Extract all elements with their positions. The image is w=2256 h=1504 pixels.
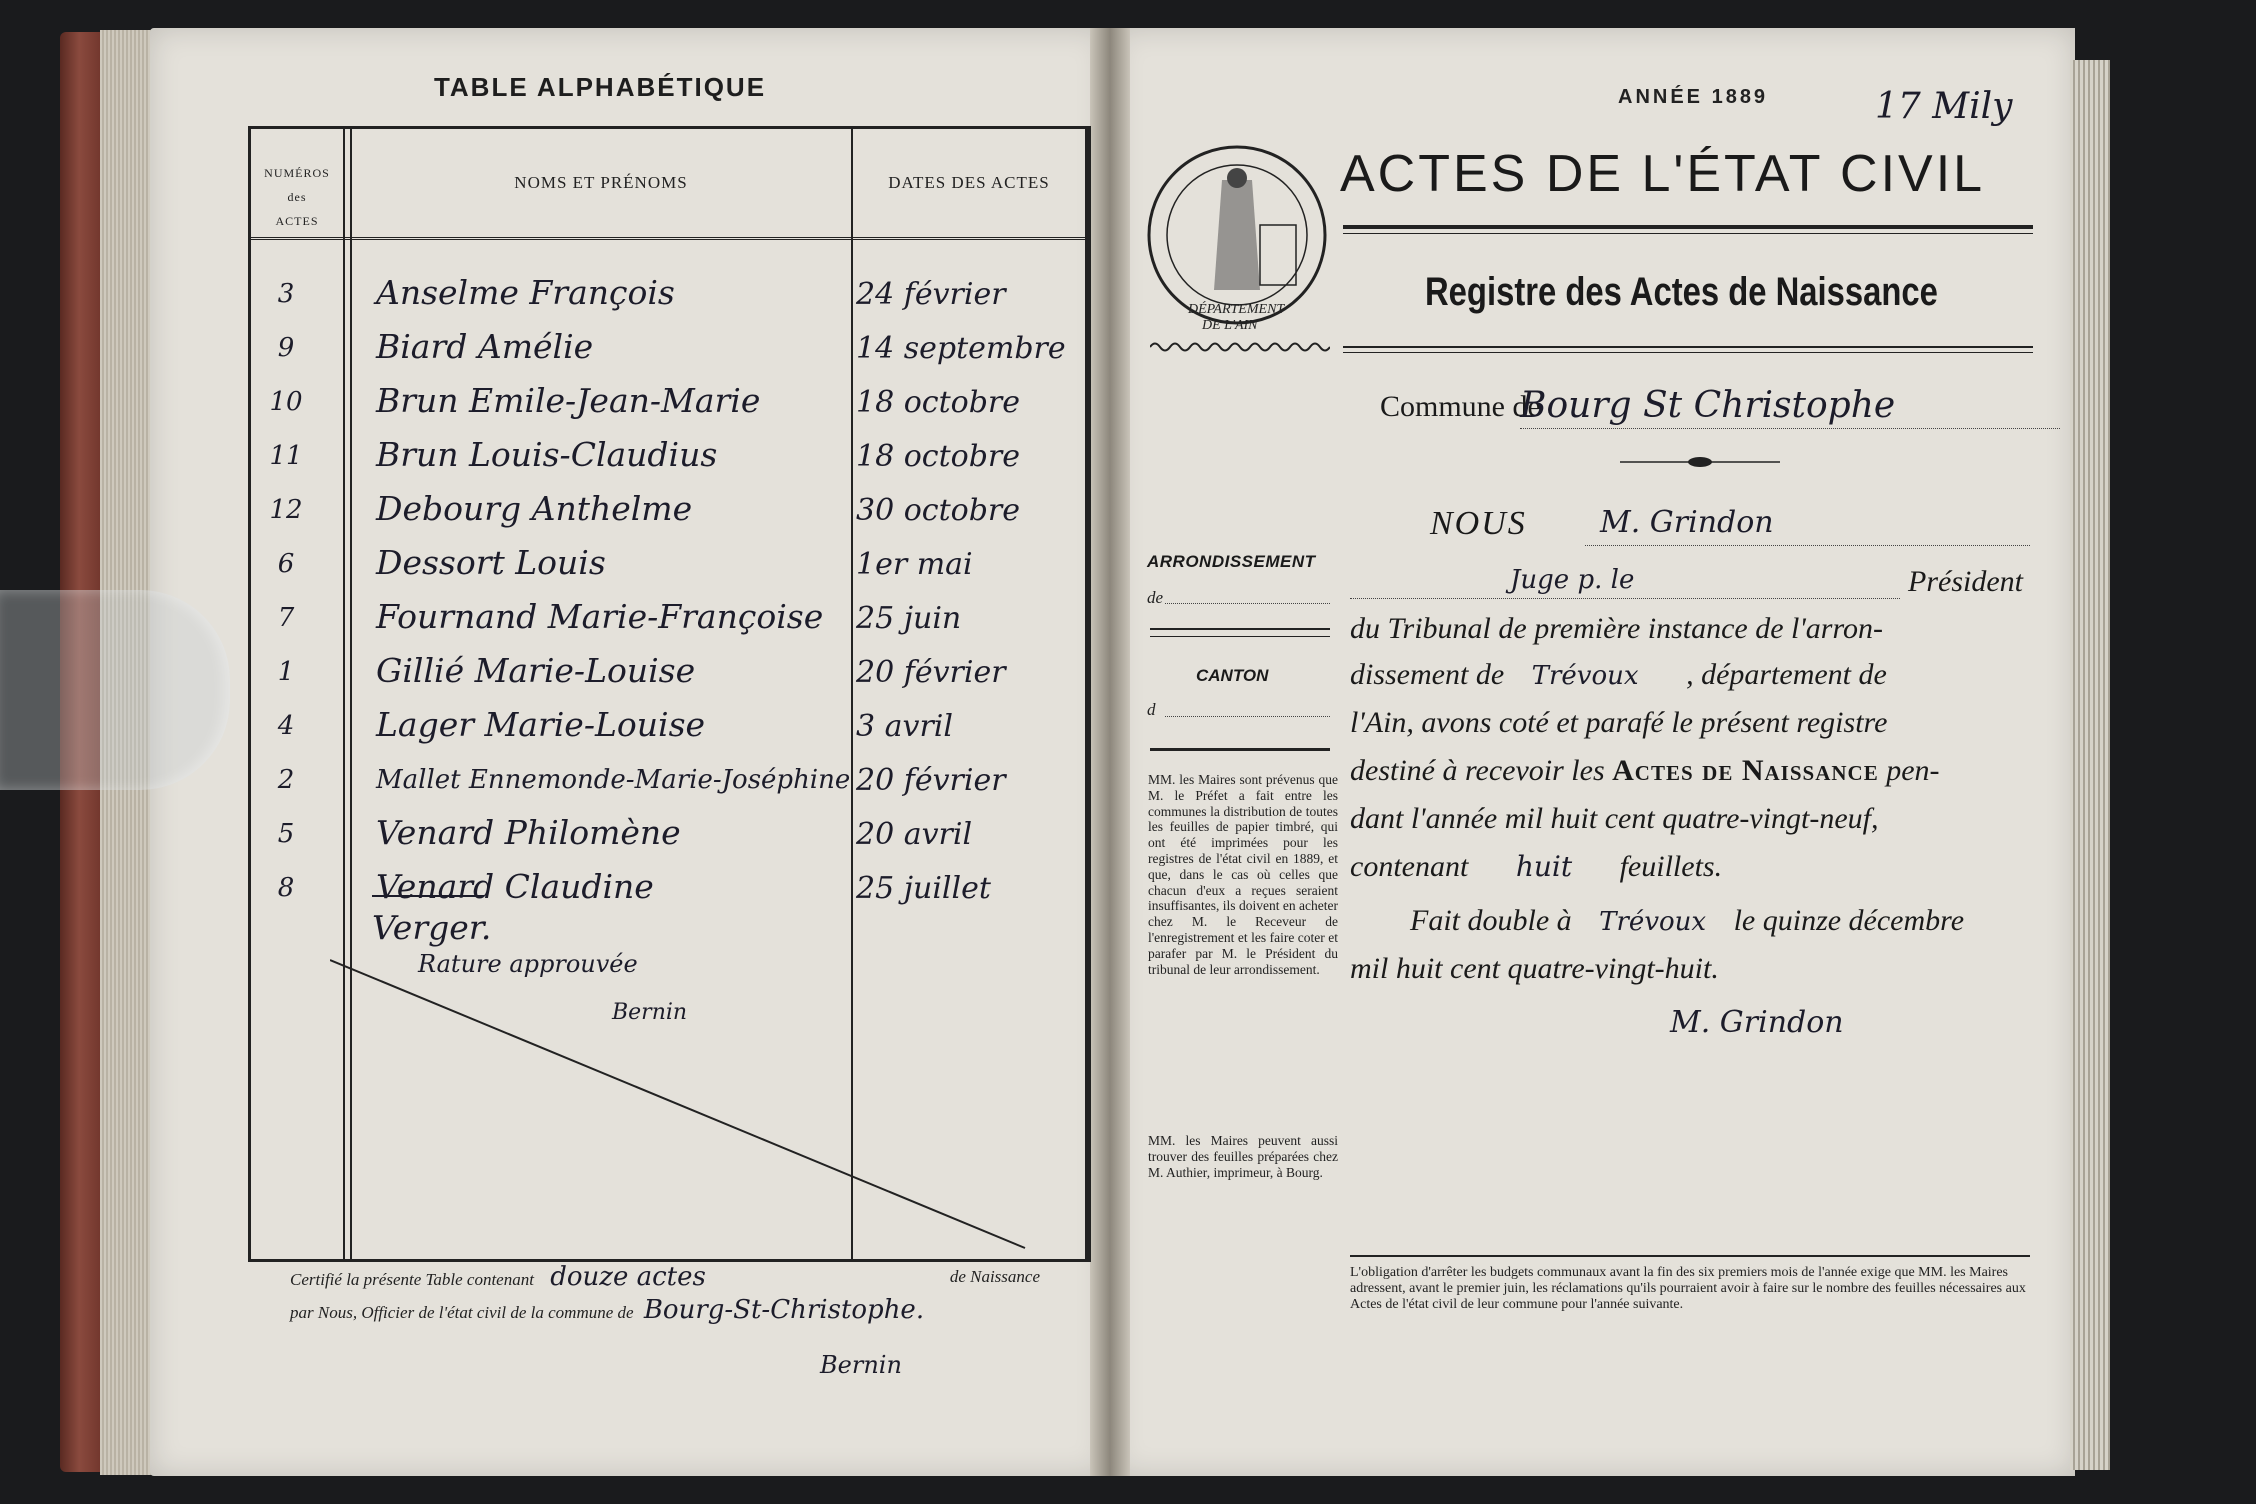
page-clip [0, 590, 230, 790]
row-number: 11 [269, 441, 303, 471]
main-title: ACTES DE L'ÉTAT CIVIL [1340, 145, 1986, 203]
text-line-2: du Tribunal de première instance de l'arron- [1350, 612, 1884, 645]
cert-text-c: par Nous, Officier de l'état civil de la commune de [290, 1303, 634, 1322]
commune-value: Bourg St Christophe [1520, 385, 1896, 426]
row-date: 20 février [856, 763, 1006, 798]
row-number: 3 [277, 279, 295, 309]
row-name: Dessort Louis [376, 543, 606, 582]
year-handwritten-note: 17 Mily [1875, 86, 2013, 127]
row-number: 7 [277, 603, 295, 633]
table-header [251, 129, 1085, 240]
row-number: 8 [277, 873, 295, 903]
table-row [251, 703, 1085, 757]
row-number: 6 [277, 549, 295, 579]
row-date: 24 février [856, 277, 1006, 312]
row-name: Mallet Ennemonde-Marie-Joséphine [376, 765, 851, 795]
text-line-7 [1350, 850, 1722, 884]
row-number: 4 [277, 711, 295, 741]
text-line-7b: feuillets. [1619, 850, 1723, 883]
sidebar-rule-thin [1150, 636, 1330, 637]
strikethrough-mark [372, 895, 484, 897]
table-row [251, 757, 1085, 811]
canton-d: d [1147, 700, 1156, 719]
row-number: 2 [277, 765, 295, 795]
header-numeros-line2: des [287, 190, 307, 204]
row-date: 18 octobre [856, 385, 1020, 420]
cert-text-b: de Naissance [949, 1267, 1040, 1286]
closing-diagonal-line [330, 930, 1030, 1250]
row-date: 30 octobre [856, 493, 1020, 528]
juge-handwritten: Juge p. le [1510, 565, 1635, 595]
text-line-3 [1350, 658, 1887, 692]
register-rule [1343, 346, 2033, 348]
stamp-department-label [1188, 302, 1284, 334]
president-signature: M. Grindon [1670, 1005, 1844, 1040]
row-name: Brun Emile-Jean-Marie [376, 381, 761, 420]
text-line-5 [1350, 754, 1940, 788]
text-line-3b: , département de [1686, 658, 1887, 691]
row-date: 20 février [856, 655, 1006, 690]
text-line-9: mil huit cent quatre-vingt-huit. [1350, 952, 1719, 985]
register-rule-thin [1343, 352, 2033, 353]
title-rule [1343, 225, 2033, 229]
table-row [251, 487, 1085, 541]
row-name: Lager Marie-Louise [376, 705, 706, 744]
header-names: NOMS ET PRÉNOMS [514, 173, 688, 192]
nous-label: NOUS [1430, 505, 1527, 542]
cert-commune: Bourg-St-Christophe. [643, 1295, 925, 1325]
row-date: 18 octobre [856, 439, 1020, 474]
sidebar-rule [1150, 628, 1330, 630]
header-numeros-line1: NUMÉROS [264, 166, 330, 180]
header-dates: DATES DES ACTES [888, 173, 1050, 192]
commune-line [1520, 428, 2060, 429]
row-number: 12 [269, 495, 303, 525]
stamp-dept-text: DÉPARTEMENT [1188, 302, 1285, 317]
row-number: 9 [277, 333, 295, 363]
row-number: 10 [269, 387, 303, 417]
text-line-7a: contenant [1350, 850, 1469, 883]
arrondissement-de: de [1147, 588, 1164, 607]
feuillets-count-handwritten: huit [1515, 850, 1573, 883]
nous-line [1585, 545, 2030, 546]
table-row [251, 541, 1085, 595]
text-line-8 [1410, 904, 1964, 938]
divider-ornament-icon [1620, 455, 1780, 469]
arrondissement-line [1165, 603, 1330, 604]
cert-count: douze actes [550, 1262, 706, 1292]
row-date: 3 avril [856, 709, 953, 744]
arrondissement-label: ARRONDISSEMENT [1147, 552, 1316, 571]
text-line-3a: dissement de [1350, 658, 1505, 691]
text-line-5b: pen- [1886, 754, 1940, 787]
arrondissement-handwritten: Trévoux [1531, 661, 1639, 691]
cert-signature: Bernin [820, 1351, 902, 1379]
table-row [251, 433, 1085, 487]
budget-footnote: L'obligation d'arrêter les budgets communaux avant la fin des six premiers mois de l'année exige que MM. les Maires adressent, avant le premier juin, les réclamations qu'ils pourraient avoir à faire sur le nombre des feuilles nécessaires aux Actes de l'état civil de leur commune pour l'année suivante. [1350, 1255, 2030, 1313]
row-name: Anselme François [376, 273, 675, 312]
row-number: 1 [277, 657, 295, 687]
row-name: Debourg Anthelme [376, 489, 693, 528]
row-number: 5 [277, 819, 295, 849]
row-name: Venard Philomène [376, 813, 681, 852]
header-numeros [251, 161, 343, 233]
text-line-6: dant l'année mil huit cent quatre-vingt-neuf, [1350, 802, 1879, 835]
row-date: 25 juin [856, 601, 962, 636]
register-title: Registre des Actes de Naissance [1425, 270, 1938, 314]
president-label: Président [1908, 565, 2023, 598]
text-line-8a: Fait double à [1410, 904, 1572, 937]
rature-note: Rature approuvée [418, 950, 638, 978]
row-name: Venard Claudine [376, 867, 654, 906]
row-name: Gillié Marie-Louise [376, 651, 696, 690]
president-line [1350, 598, 1900, 599]
sidebar-rule-thick [1150, 748, 1330, 751]
fait-double-handwritten: Trévoux [1599, 907, 1707, 937]
table-row [251, 595, 1085, 649]
row-date: 25 juillet [856, 871, 991, 906]
table-row [251, 379, 1085, 433]
maires-notice-2: MM. les Maires peuvent aussi trouver des feuilles préparées chez M. Authier, imprimeur, à Bourg. [1148, 1133, 1338, 1180]
table-title: TABLE ALPHABÉTIQUE [433, 72, 767, 102]
text-line-5-smallcaps: Actes de Naissance [1612, 754, 1879, 787]
table-row [251, 811, 1085, 865]
table-signature: Bernin [612, 1000, 688, 1025]
title-rule-thin [1343, 233, 2033, 234]
book-gutter [1090, 28, 1130, 1476]
header-numeros-line3: ACTES [275, 214, 319, 228]
table-row [251, 325, 1085, 379]
row-date: 14 septembre [856, 331, 1066, 366]
maires-notice: MM. les Maires sont prévenus que M. le Préfet a fait entre les communes la distribution de toutes les feuilles de papier timbré, qui ont été imprimées pour les registres de l'état civil en 1889, et que, dans le cas où celles que chacun d'eux a reçues seraient insuffisantes, ils doivent en acheter chez M. le Receveur de l'enregistrement et les faire coter et parafer par M. le Président du tribunal de leur arrondissement. [1148, 772, 1338, 977]
row-name: Brun Louis-Claudius [376, 435, 718, 474]
commune-label: Commune de [1380, 390, 1541, 423]
right-page-stack [2070, 60, 2110, 1470]
text-line-8b: le quinze décembre [1733, 904, 1965, 937]
table-row [251, 271, 1085, 325]
text-line-4: l'Ain, avons coté et parafé le présent registre [1350, 706, 1888, 739]
year-label: ANNÉE 1889 [1618, 86, 1769, 108]
canton-line [1165, 716, 1330, 717]
correction-name: Verger. [372, 908, 492, 947]
wave-ornament-icon [1150, 340, 1330, 354]
row-name: Fournand Marie-Françoise [376, 597, 824, 636]
row-date: 1er mai [856, 547, 973, 582]
stamp-ain-text: DE L'AIN [1202, 318, 1258, 333]
row-date: 20 avril [856, 817, 973, 852]
canton-label: CANTON [1196, 666, 1269, 685]
cert-text-a: Certifié la présente Table contenant [290, 1270, 534, 1289]
certification-block [290, 1262, 1070, 1380]
table-row [251, 649, 1085, 703]
nous-name: M. Grindon [1600, 505, 1774, 540]
text-line-5a: destiné à recevoir les [1350, 754, 1605, 787]
row-name: Biard Amélie [376, 327, 594, 366]
